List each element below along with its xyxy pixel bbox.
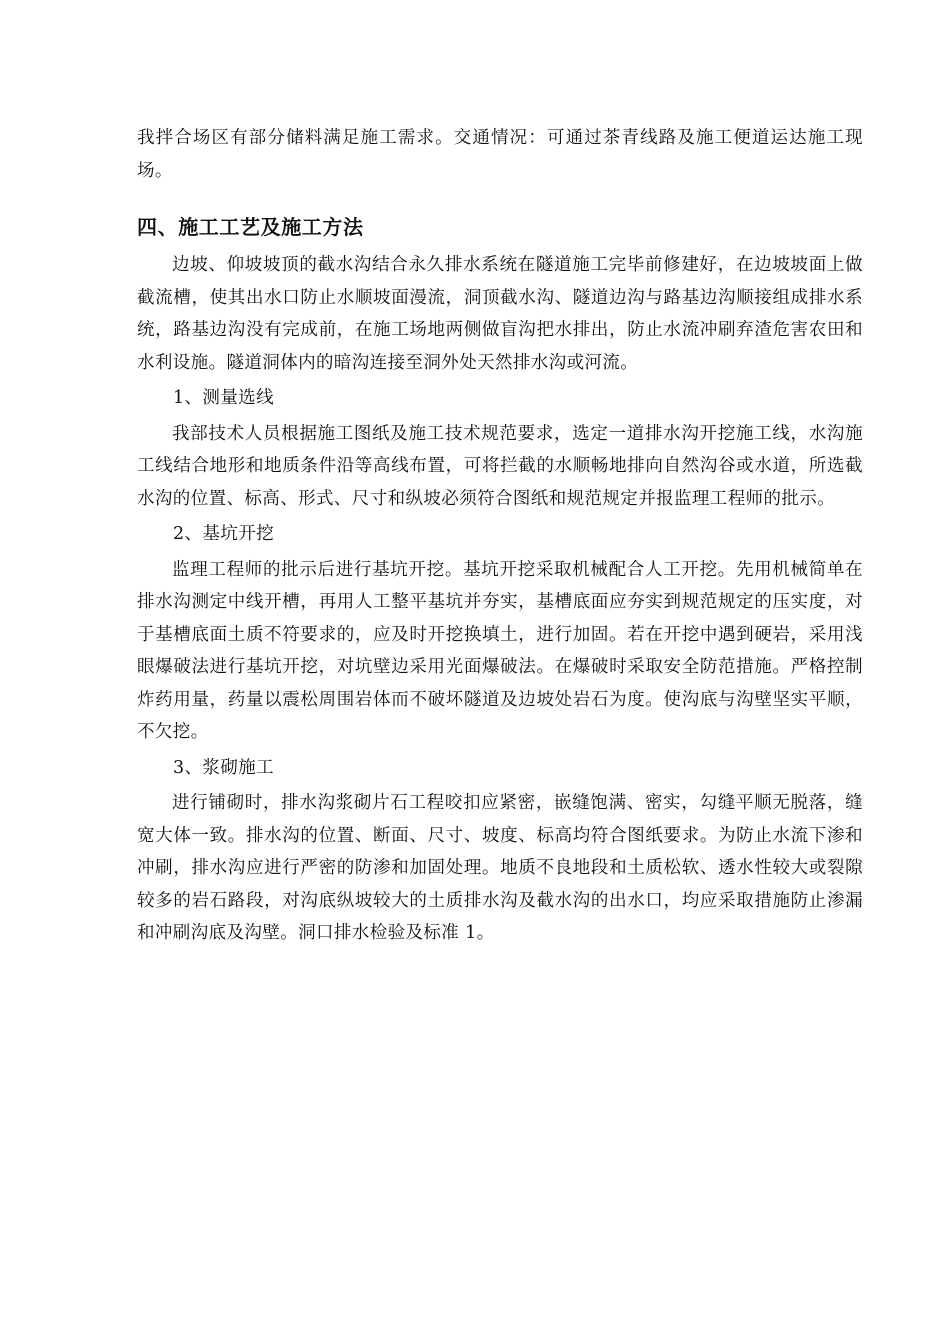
subsection-title-excavation: 2、基坑开挖 xyxy=(173,524,275,544)
subsection-title-masonry: 3、浆砌施工 xyxy=(173,757,275,778)
subsection-text-masonry: 进行铺砌时，排水沟浆砌片石工程咬扣应紧密，嵌缝饱满、密实，勾缝平顺无脱落，缝宽大体一致。排水沟的位置、断面、尺寸、坡度、标高均符合图纸要求。为防止水流下渗和冲刷，排水沟应进行严密的防渗和加固处理。地质不良地段和土质松软、透水性较大或裂隙较多的岩石路段，对沟底纵坡较大的土质排水沟及截水沟的出水口，均应采取措施防止渗漏和冲刷沟底及沟壁。洞口排水检验及标准 1。 xyxy=(137,793,863,943)
subsection-text-excavation: 监理工程师的批示后进行基坑开挖。基坑开挖采取机械配合人工开挖。先用机械简单在排水沟测定中线开槽，再用人工整平基坑并夯实，基槽底面应夯实到规范规定的压实度，对于基槽底面土质不符要求的，应及时开挖换填土，进行加固。若在开挖中遇到硬岩，采用浅眼爆破法进行基坑开挖，对坑壁边采用光面爆破法。在爆破时采取安全防范措施。严格控制炸药用量，药量以震松周围岩体而不破坏隧道及边坡处岩石为度。使沟底与沟壁坚实平顺，不欠挖。 xyxy=(137,559,863,742)
section-title: 四、施工工艺及施工方法 xyxy=(137,215,364,239)
subsection-text-survey: 我部技术人员根据施工图纸及施工技术规范要求，选定一道排水沟开挖施工线，水沟施工线结合地形和地质条件沿等高线布置，可将拦截的水顺畅地排向自然沟谷或水道，所选截水沟的位置、标高、形式、尺寸和纵坡必须符合图纸和规范规定并报监理工程师的批示。 xyxy=(137,423,863,509)
subsection-title-survey: 1、测量选线 xyxy=(173,388,275,408)
intro-paragraph: 我拌合场区有部分储料满足施工需求。交通情况：可通过茶青线路及施工便道运达施工现场。 xyxy=(137,128,863,181)
document-body xyxy=(137,122,863,950)
section-paragraph: 边坡、仰坡坡顶的截水沟结合永久排水系统在隧道施工完毕前修建好，在边坡坡面上做截流槽，使其出水口防止水顺坡面漫流，洞顶截水沟、隧道边沟与路基边沟顺接组成排水系统，路基边沟没有完成前，在施工场地两侧做盲沟把水排出，防止水流冲刷弃渣危害农田和水利设施。隧道洞体内的暗沟连接至洞外处天然排水沟或河流。 xyxy=(137,255,863,373)
